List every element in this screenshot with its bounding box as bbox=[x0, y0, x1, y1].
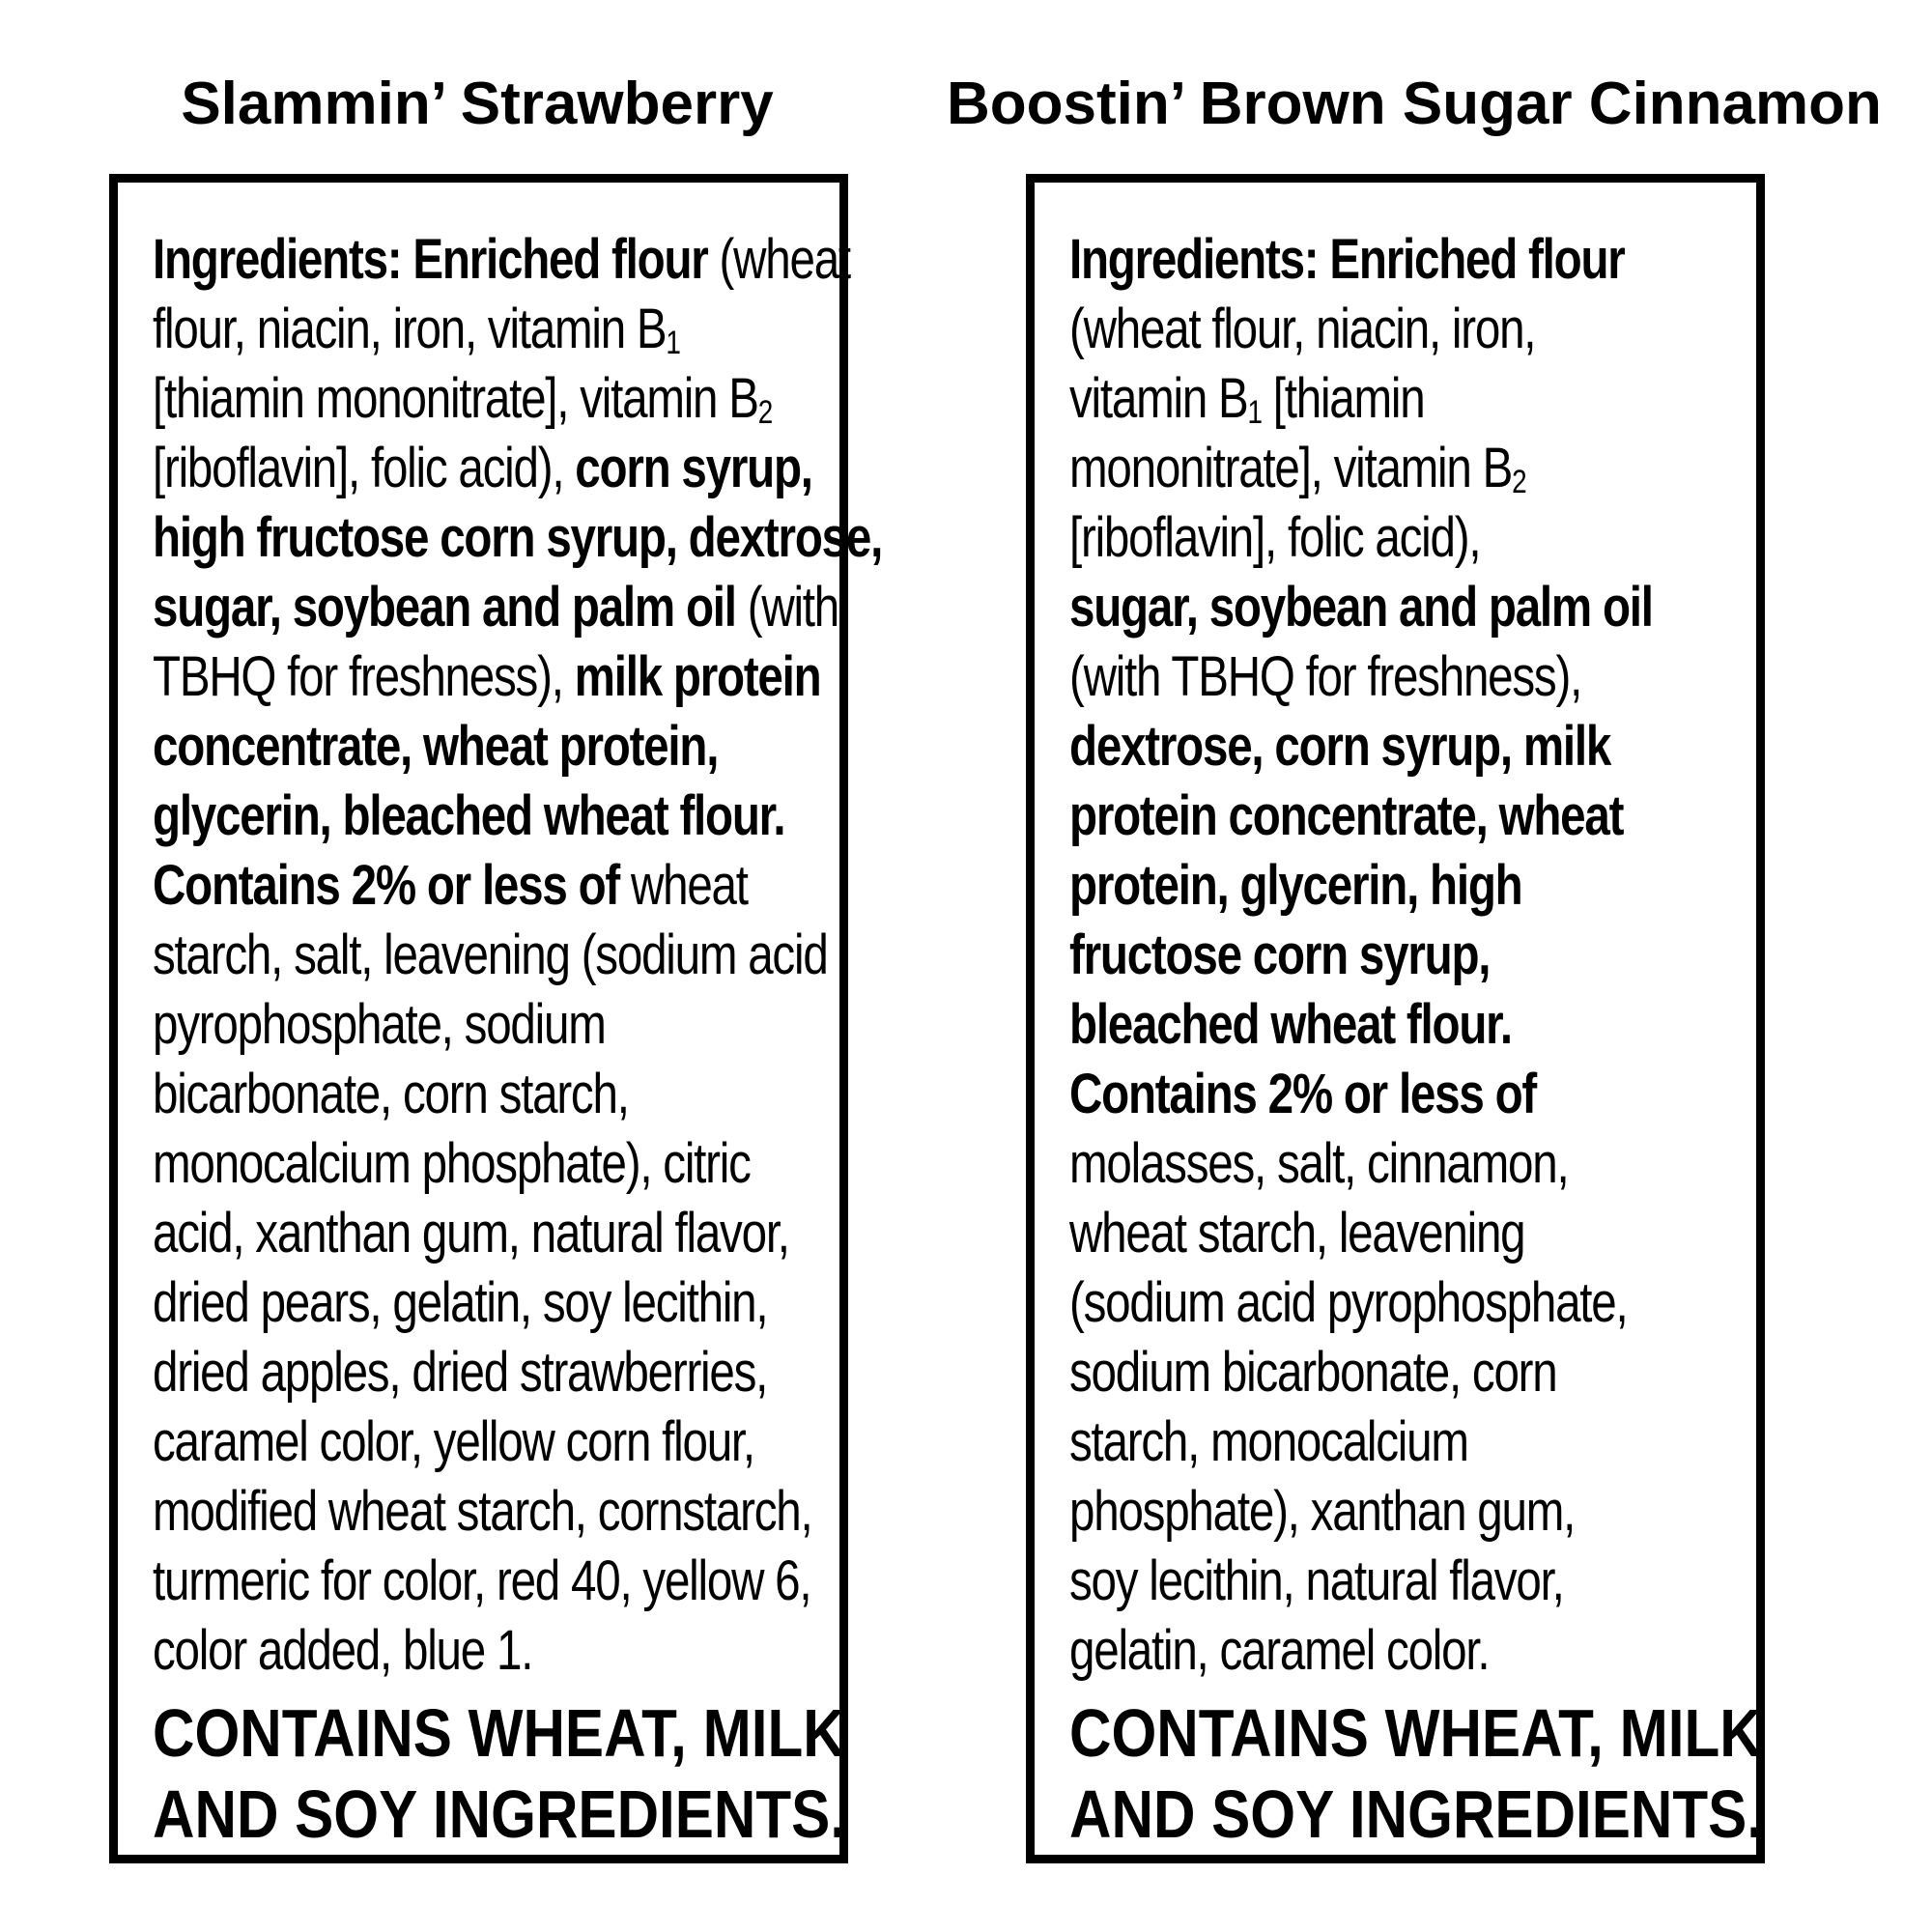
ingredient-line bbox=[1069, 1616, 1624, 1686]
ingredient-line bbox=[1069, 1477, 1624, 1547]
text: acid, xanthan gum, natural flavor, bbox=[153, 1202, 789, 1264]
ingredient-line bbox=[1069, 1338, 1624, 1407]
text: modified wheat starch, cornstarch, bbox=[153, 1480, 812, 1543]
ingredient-line bbox=[153, 295, 707, 364]
ingredient-line bbox=[1069, 1129, 1624, 1199]
bold-text: fructose corn syrup, bbox=[1069, 923, 1491, 986]
ingredient-line bbox=[1069, 990, 1624, 1060]
text: turmeric for color, red 40, yellow 6, bbox=[153, 1549, 811, 1612]
ingredient-line bbox=[153, 1477, 812, 1547]
allergen-line: AND SOY INGREDIENTS. bbox=[153, 1776, 847, 1852]
text: starch, monocalcium bbox=[1069, 1410, 1468, 1473]
ingredient-line bbox=[153, 573, 839, 642]
text: pyrophosphate, sodium bbox=[153, 993, 606, 1056]
bold-text: high fructose corn syrup, dextrose, bbox=[153, 506, 883, 569]
text: vitamin B bbox=[1069, 367, 1248, 430]
bold-text: Ingredients: Enriched flour bbox=[1069, 228, 1625, 291]
ingredient-line bbox=[1069, 503, 1624, 573]
ingredient-line bbox=[153, 364, 773, 434]
ingredient-line bbox=[153, 434, 812, 503]
text: starch, salt, leavening (sodium acid bbox=[153, 923, 828, 986]
ingredient-line bbox=[1069, 1268, 1628, 1338]
text: color added, blue 1. bbox=[153, 1619, 533, 1682]
subscript: 2 bbox=[1512, 464, 1526, 500]
ingredient-line bbox=[153, 1547, 811, 1616]
ingredient-line bbox=[153, 225, 850, 295]
bold-text: glycerin, bleached wheat flour. bbox=[153, 784, 785, 847]
text: gelatin, caramel color. bbox=[1069, 1619, 1490, 1682]
bold-text: Contains 2% or less of bbox=[1069, 1063, 1537, 1125]
text: [thiamin mononitrate], vitamin B bbox=[153, 367, 758, 430]
text: phosphate), xanthan gum, bbox=[1069, 1480, 1576, 1543]
text: TBHQ for freshness), bbox=[153, 645, 575, 708]
ingredient-line bbox=[1069, 851, 1624, 921]
subscript: 1 bbox=[666, 325, 680, 361]
text: caramel color, yellow corn flour, bbox=[153, 1410, 754, 1473]
ingredients-panel-brown-sugar-cinnamon bbox=[1026, 174, 1765, 1863]
text: [thiamin bbox=[1261, 367, 1425, 430]
text: sodium bicarbonate, corn bbox=[1069, 1341, 1557, 1404]
text: soy lecithin, natural flavor, bbox=[1069, 1549, 1564, 1612]
subscript: 2 bbox=[757, 394, 773, 431]
product-title-strawberry: Slammin’ Strawberry bbox=[181, 71, 774, 137]
ingredient-line bbox=[153, 921, 828, 990]
text: bicarbonate, corn starch, bbox=[153, 1063, 629, 1125]
ingredient-line bbox=[1069, 434, 1624, 503]
ingredients-panel-strawberry bbox=[109, 174, 883, 1863]
text: (wheat bbox=[719, 228, 850, 291]
ingredient-line bbox=[153, 1268, 768, 1338]
ingredient-line bbox=[1069, 1407, 1624, 1477]
ingredient-line bbox=[1069, 364, 1624, 434]
text: mononitrate], vitamin B bbox=[1069, 437, 1513, 499]
bold-text: protein concentrate, wheat bbox=[1069, 784, 1624, 847]
ingredient-line bbox=[153, 1199, 789, 1268]
text: flour, niacin, iron, vitamin B bbox=[153, 298, 667, 360]
allergen-statement bbox=[153, 1692, 847, 1855]
ingredient-line bbox=[153, 712, 719, 781]
ingredient-line bbox=[1069, 921, 1624, 990]
bold-text: concentrate, wheat protein, bbox=[153, 715, 719, 778]
subscript: 1 bbox=[1247, 394, 1262, 431]
ingredient-line bbox=[1069, 1199, 1624, 1268]
ingredient-line bbox=[1069, 712, 1624, 781]
ingredient-line bbox=[153, 781, 785, 851]
ingredient-line bbox=[153, 503, 883, 573]
ingredient-line bbox=[1069, 225, 1624, 295]
text: [riboflavin], folic acid), bbox=[153, 437, 576, 499]
bold-text: sugar, soybean and palm oil bbox=[1069, 576, 1653, 639]
ingredient-line bbox=[1069, 781, 1624, 851]
text: dried apples, dried strawberries, bbox=[153, 1341, 768, 1404]
text: molasses, salt, cinnamon, bbox=[1069, 1132, 1569, 1195]
bold-text: dextrose, corn syrup, milk bbox=[1069, 715, 1611, 778]
ingredient-line bbox=[153, 1060, 707, 1129]
ingredient-line bbox=[153, 1129, 751, 1199]
ingredient-line bbox=[1069, 1060, 1624, 1129]
text: wheat starch, leavening bbox=[1069, 1202, 1525, 1264]
allergen-statement bbox=[1069, 1692, 1764, 1855]
ingredient-line bbox=[1069, 573, 1653, 642]
text: wheat bbox=[630, 854, 748, 917]
product-title-brown-sugar-cinnamon: Boostin’ Brown Sugar Cinnamon bbox=[947, 71, 1882, 137]
bold-text: Contains 2% or less of bbox=[153, 854, 631, 917]
ingredient-line bbox=[1069, 642, 1624, 712]
ingredient-line bbox=[153, 851, 748, 921]
bold-text: bleached wheat flour. bbox=[1069, 993, 1512, 1056]
allergen-line: AND SOY INGREDIENTS. bbox=[1069, 1776, 1764, 1852]
ingredient-line bbox=[153, 990, 707, 1060]
ingredients-list bbox=[153, 225, 883, 1686]
text: dried pears, gelatin, soy lecithin, bbox=[153, 1271, 768, 1334]
text: [riboflavin], folic acid), bbox=[1069, 506, 1481, 569]
ingredient-line bbox=[1069, 1547, 1624, 1616]
ingredient-line bbox=[153, 642, 821, 712]
allergen-line: CONTAINS WHEAT, MILK bbox=[153, 1695, 845, 1771]
bold-text: milk protein bbox=[574, 645, 821, 708]
allergen-line: CONTAINS WHEAT, MILK bbox=[1069, 1695, 1762, 1771]
text: monocalcium phosphate), citric bbox=[153, 1132, 751, 1195]
ingredients-list bbox=[1069, 225, 1653, 1686]
ingredient-line bbox=[153, 1616, 707, 1686]
text: (sodium acid pyrophosphate, bbox=[1069, 1271, 1628, 1334]
bold-text: sugar, soybean and palm oil bbox=[153, 576, 748, 639]
text: (with bbox=[747, 576, 839, 639]
bold-text: corn syrup, bbox=[575, 437, 812, 499]
bold-text: Ingredients: Enriched flour bbox=[153, 228, 720, 291]
text: (with TBHQ for freshness), bbox=[1069, 645, 1582, 708]
text: (wheat flour, niacin, iron, bbox=[1069, 298, 1536, 360]
ingredient-line bbox=[153, 1338, 768, 1407]
ingredient-line bbox=[153, 1407, 754, 1477]
bold-text: protein, glycerin, high bbox=[1069, 854, 1522, 917]
ingredient-line bbox=[1069, 295, 1624, 364]
